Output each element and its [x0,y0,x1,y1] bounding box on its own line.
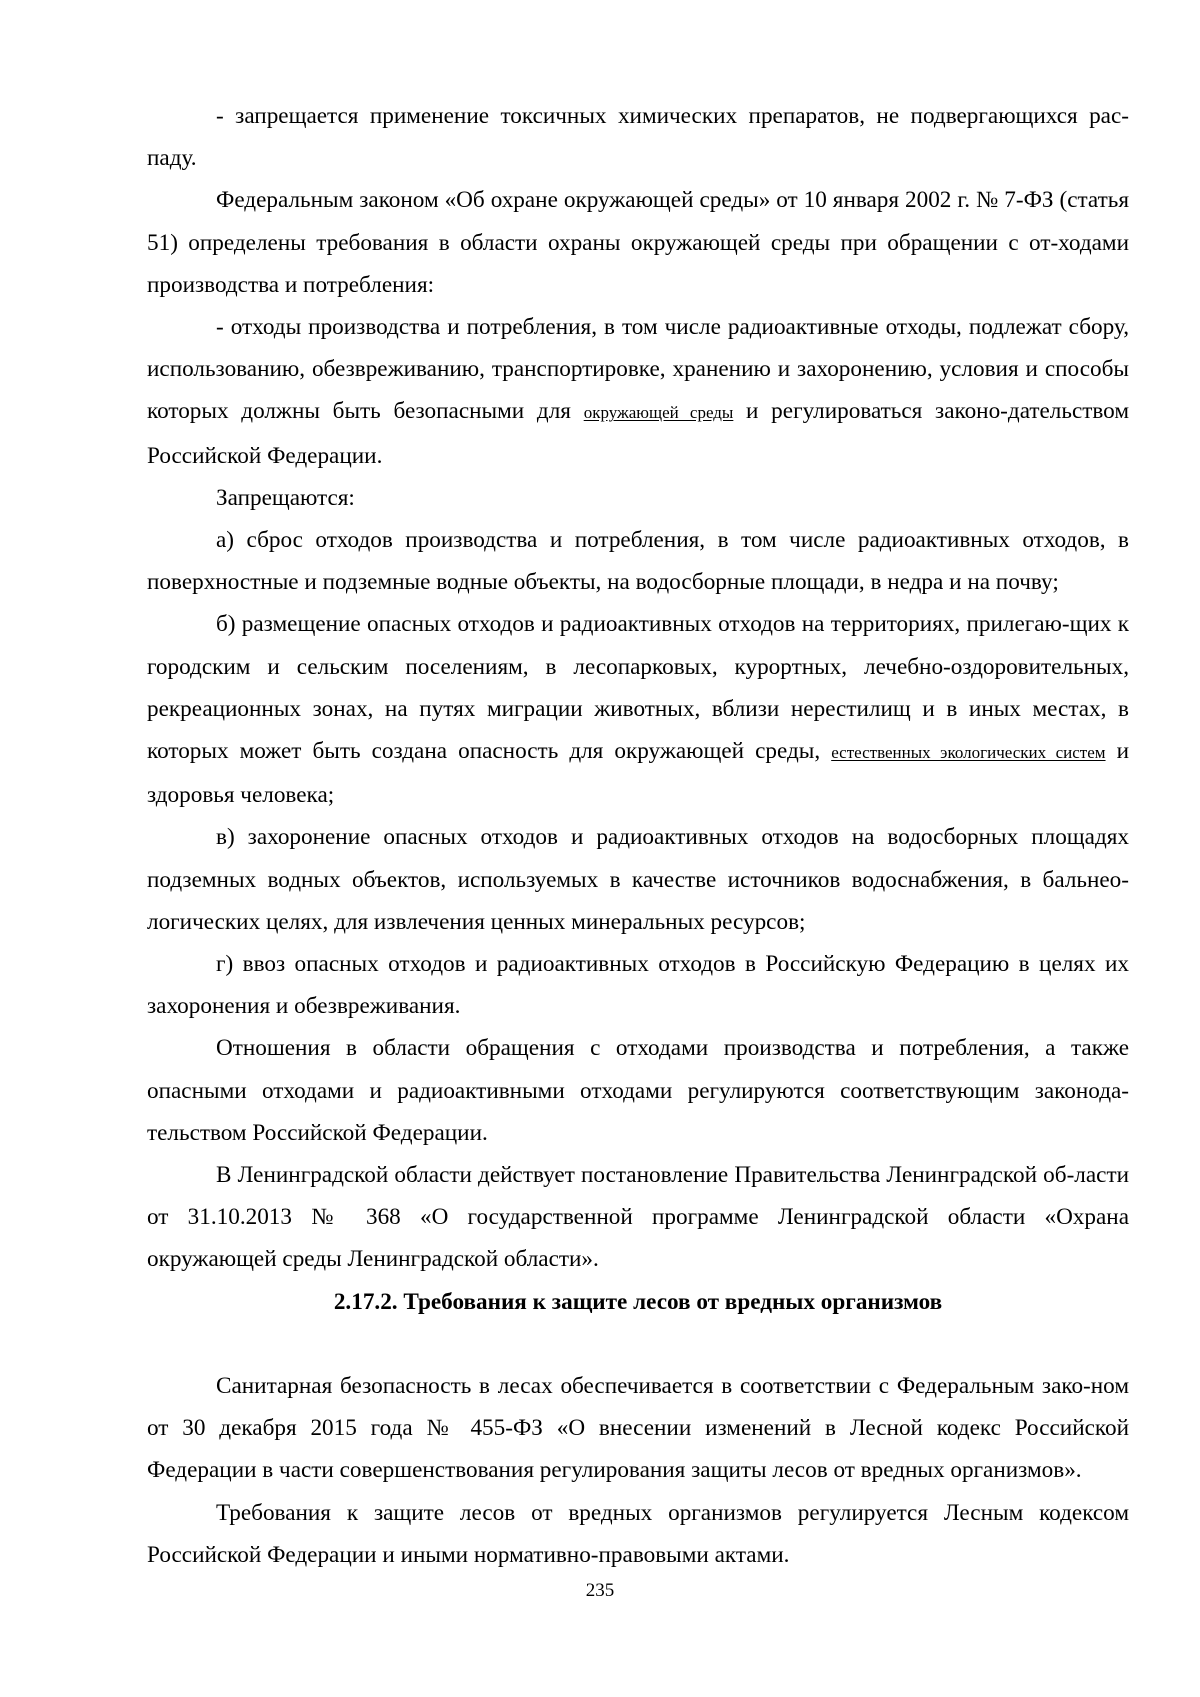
paragraph-prohibited: Запрещаются: [216,484,355,511]
text-segment: б) размещение опасных отходов и радиоактивных отходов на территориях, прилегаю-щих к городским и сельским поселениям, в лесопарковых, курортных, лечебно-оздоровительных, рекреационных зонах, на путях миграции животных, вблизи нерестилищ и в иных местах, в которых может быть создана опасность для окружающей среды, [147,611,1129,765]
link-ecological-systems[interactable]: естественных экологических систем [831,743,1106,763]
paragraph-sanitary-safety: Санитарная безопасность в лесах обеспечивается в соответствии с Федеральным зако-ном от 30 декабря 2015 года № 455-ФЗ «О внесении изменений в Лесной кодекс Российской Федерации в части совершенствования регулирования защиты лесов от вредных организмов». [147,1372,1129,1484]
paragraph-leningrad-region: В Ленинградской области действует постановление Правительства Ленинградской об-ласти от 31.10.2013 № 368 «О государственной программе Ленинградской области «Охрана окружающей среды Ленинградской области». [147,1162,1129,1273]
section-heading: 2.17.2. Требования к защите лесов от вредных организмов [333,1288,943,1315]
paragraph-relations: Отношения в области обращения с отходами производства и потребления, а также опасными отходами и радиоактивными отходами регулируются соответствующим законода-тельством Российской Федерации. [147,1035,1129,1146]
link-environment[interactable]: окружающей среды [583,403,734,423]
page-number: 235 [585,1580,615,1601]
text-segment: и регулироваться законо-дательством Российской Федерации. [147,398,1129,469]
text-segment: - отходы производства и потребления, в том числе радиоактивные отходы, подлежат сбору, использованию, обезвреживанию, транспортировке, хранению и захоронению, условия и способы которых должны быть безопасными для [147,314,1129,425]
list-item-b [147,603,1129,816]
list-item-a: а) сброс отходов производства и потребления, в том числе радиоактивных отходов, в поверхностные и подземные водные объекты, на водосборные площади, в недра и на почву; [147,527,1129,596]
paragraph-federal-law: Федеральным законом «Об охране окружающей среды» от 10 января 2002 г. № 7-ФЗ (статья 51) определены требования в области охраны окружающей среды при обращении с от-ходами производства и потребления: [147,187,1129,298]
list-item-v: в) захоронение опасных отходов и радиоактивных отходов на водосборных площадях подземных водных объектов, используемых в качестве источников водоснабжения, в бальнео-логических целях, для извлечения ценных минеральных ресурсов; [147,824,1129,935]
list-item-g: г) ввоз опасных отходов и радиоактивных отходов в Российскую Федерацию в целях их захоронения и обезвреживания. [147,951,1129,1020]
document-page [147,95,1129,1576]
paragraph-forest-protection: Требования к защите лесов от вредных организмов регулируется Лесным кодексом Российской Федерации и иными нормативно-правовыми актами. [147,1499,1129,1568]
text-segment: и здоровья человека; [147,738,1130,809]
paragraph-prohibition-toxic: - запрещается применение токсичных химических препаратов, не подвергающихся рас-паду. [147,103,1129,172]
paragraph-waste-requirements [147,306,1129,477]
